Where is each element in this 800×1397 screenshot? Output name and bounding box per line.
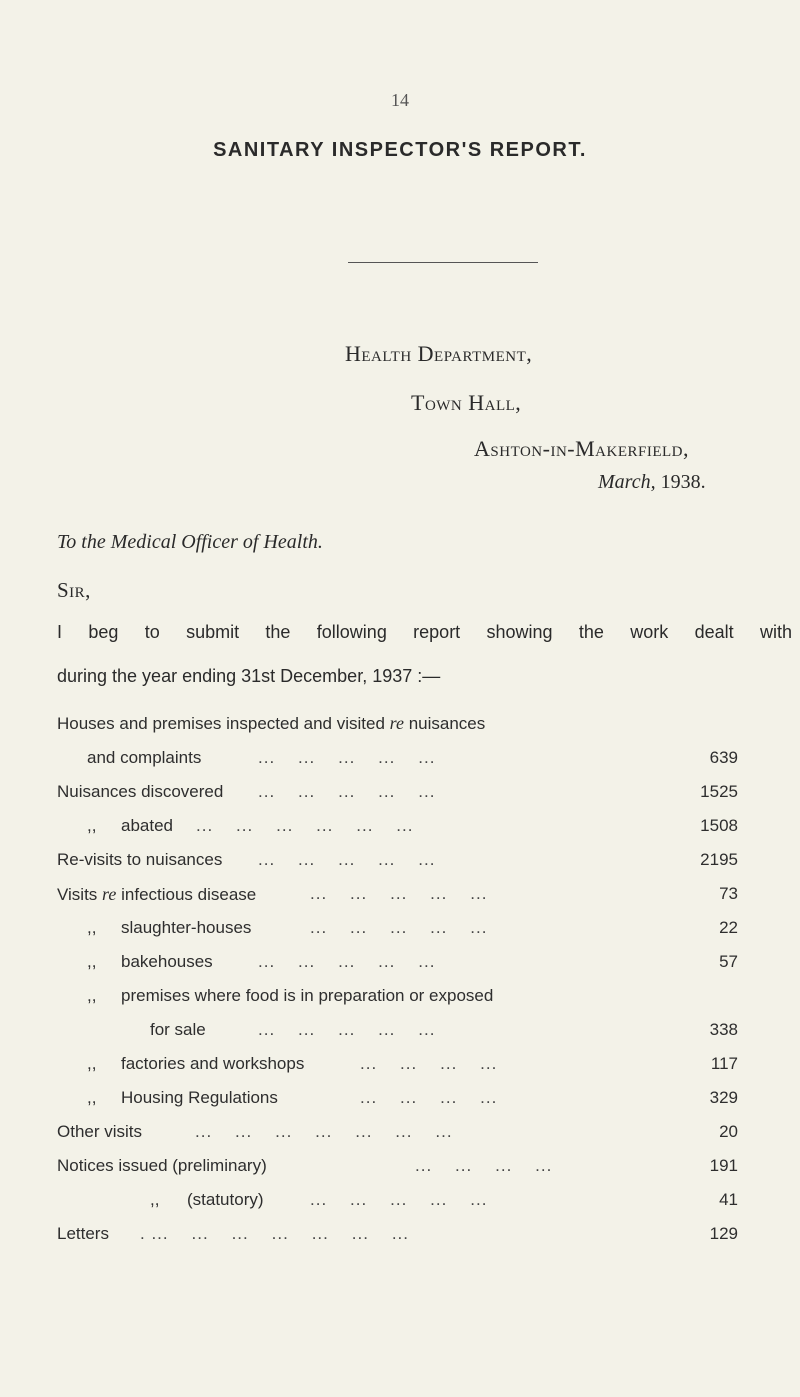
leader-dots: ... ... ... ... ... <box>310 884 488 903</box>
stat-value: 1508 <box>700 816 738 835</box>
letter-date <box>598 471 706 494</box>
ditto-mark: ,, <box>87 1054 97 1073</box>
stat-row-complaints <box>0 748 800 772</box>
stat-heading-text <box>57 713 485 734</box>
stat-label: Letters <box>57 1224 109 1243</box>
leader-dots: ... ... ... ... <box>415 1156 553 1175</box>
ditto-mark: ,, <box>87 918 97 937</box>
leader-dots: ... ... ... ... ... ... <box>196 816 414 835</box>
stat-row-housing <box>0 1088 800 1112</box>
stat-value: 41 <box>719 1190 738 1209</box>
stat-value: 329 <box>709 1088 738 1107</box>
stat-label: Nuisances discovered <box>57 782 224 801</box>
addressee: To the Medical Officer of Health. <box>57 531 323 553</box>
stat-row-revisits <box>0 850 800 874</box>
address-department: Health Department, <box>345 341 533 366</box>
address-building: Town Hall, <box>411 390 522 415</box>
stat-value: 22 <box>719 918 738 937</box>
ditto-mark: ,, <box>87 952 97 971</box>
stat-label: Housing Regulations <box>121 1088 278 1107</box>
stat-label: (statutory) <box>187 1190 264 1209</box>
stat-row-factories <box>0 1054 800 1078</box>
stat-row-abated <box>0 816 800 840</box>
stat-value: 57 <box>719 952 738 971</box>
stat-value: 20 <box>719 1122 738 1141</box>
stat-value: 639 <box>709 748 738 767</box>
heading-part: Houses and premises inspected and visited <box>57 714 385 733</box>
stat-row-slaughter <box>0 918 800 942</box>
report-title: SANITARY INSPECTOR'S REPORT. <box>213 139 587 161</box>
salutation: Sir, <box>57 578 91 602</box>
address-town: Ashton-in-Makerfield, <box>474 436 689 461</box>
ditto-mark: ,, <box>87 816 97 835</box>
leader-dots: ... ... ... ... ... <box>310 918 488 937</box>
stat-label: and complaints <box>87 748 202 767</box>
leader-dots: ... ... ... ... ... <box>258 952 436 971</box>
stat-value: 191 <box>709 1156 738 1175</box>
leader-dots: ... ... ... ... <box>360 1088 498 1107</box>
heading-part: nuisances <box>408 714 486 733</box>
intro-line-1: I beg to submit the following report showing the work dealt with <box>57 622 792 642</box>
stat-label: bakehouses <box>121 952 213 971</box>
leader-dots: ... ... ... ... ... ... ... <box>195 1122 453 1141</box>
stat-heading-houses <box>0 713 800 737</box>
stat-value: 338 <box>709 1020 738 1039</box>
title-divider <box>348 262 538 263</box>
page-number: 14 <box>391 90 409 110</box>
label-re: re <box>102 884 117 904</box>
leader-dots: ... ... ... ... <box>360 1054 498 1073</box>
leader-dots: ... ... ... ... ... <box>310 1190 488 1209</box>
ditto-mark: ,, <box>87 1088 97 1107</box>
label-part: infectious disease <box>121 885 257 904</box>
ditto-mark: ,, <box>150 1190 160 1209</box>
stat-row-other-visits <box>0 1122 800 1146</box>
leader-dots: ... ... ... ... ... <box>258 782 436 801</box>
stat-label: Other visits <box>57 1122 143 1141</box>
stat-label: Re-visits to nuisances <box>57 850 223 869</box>
stat-value: 117 <box>710 1054 738 1073</box>
stat-row-notices-statutory <box>0 1190 800 1214</box>
stat-value: 2195 <box>700 850 738 869</box>
intro-line-2: during the year ending 31st December, 1937 :— <box>57 666 441 686</box>
stat-row-nuisances-discovered <box>0 782 800 806</box>
stat-label: Notices issued (preliminary) <box>57 1156 267 1175</box>
stat-heading-text: premises where food is in preparation or exposed <box>121 986 494 1005</box>
label-part: Visits <box>57 885 98 904</box>
stat-row-for-sale <box>0 1020 800 1044</box>
stat-label <box>57 884 256 905</box>
stat-label: for sale <box>150 1020 206 1039</box>
stat-value: 73 <box>719 884 738 903</box>
leader-dots: ... ... ... ... ... <box>258 1020 436 1039</box>
stat-label: slaughter-houses <box>121 918 252 937</box>
stat-row-bakehouses <box>0 952 800 976</box>
leader-dots: ... ... ... ... ... <box>258 748 436 767</box>
stat-heading-premises <box>0 986 800 1010</box>
date-year: 1938. <box>660 471 706 493</box>
stat-row-letters <box>0 1224 800 1248</box>
stat-value: 129 <box>709 1224 738 1243</box>
stat-label: factories and workshops <box>121 1054 305 1073</box>
stat-value: 1525 <box>700 782 738 801</box>
stat-label: abated <box>121 816 173 835</box>
leader-dots: ... ... ... ... ... <box>258 850 436 869</box>
leader-dots: . ... ... ... ... ... ... ... <box>140 1224 409 1243</box>
stat-row-infectious <box>0 884 800 908</box>
heading-re: re <box>389 713 404 733</box>
date-month: March, <box>598 471 656 493</box>
stat-row-notices-preliminary <box>0 1156 800 1180</box>
ditto-mark: ,, <box>87 986 97 1005</box>
